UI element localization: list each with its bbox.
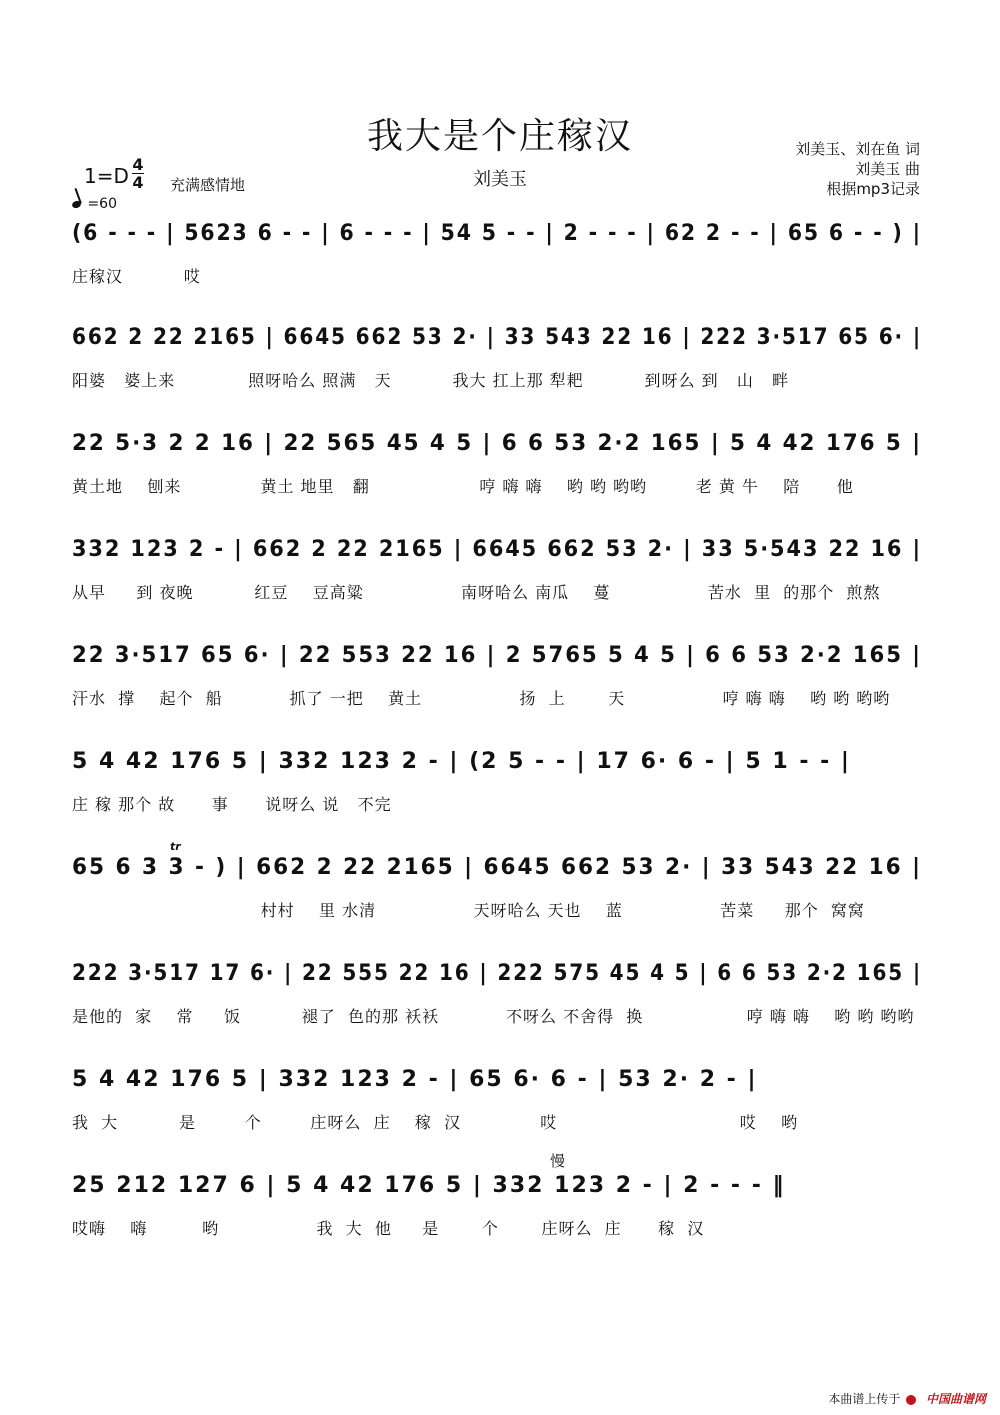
footer-prefix: 本曲谱上传于 (828, 1392, 901, 1406)
credit-lyricist: 刘美玉、刘在鱼 词 (795, 140, 920, 158)
footer (828, 1390, 986, 1407)
score-notes: 5 4 42 176 5 | 332 123 2 - | 65 6· 6 - | 53 2· 2 - | (72, 1067, 758, 1092)
score-line (72, 636, 928, 676)
score-notes: 332 123 2 - | 662 2 22 2165 | 6645 662 53 2· | 33 5·543 22 16 | (72, 537, 922, 562)
time-signature (132, 156, 144, 191)
site-logo-icon (906, 1395, 916, 1405)
singer-name: 刘美玉 (473, 169, 527, 190)
lyric-line: 哎嗨 嗨 哟 我 大 他 是 个 庄呀么 庄 稼 汉 (72, 1219, 705, 1238)
expression-mark: 充满感情地 (170, 176, 246, 194)
score-line (72, 214, 928, 254)
lyric-line: 黄土地 刨来 黄土 地里 翻 哼 嗨 嗨 哟 哟 哟哟 老 黄 牛 陪 他 (72, 477, 854, 496)
lyric-line: 是他的 家 常 饭 褪了 色的那 袄袄 不呀么 不舍得 换 哼 嗨 嗨 哟 哟 哟哟 (72, 1007, 915, 1026)
tempo-mark (72, 196, 117, 212)
score-notes: 5 4 42 176 5 | 332 123 2 - | (2 5 - - | 17 6· 6 - | 5 1 - - | (72, 749, 851, 774)
credit-source: 根据mp3记录 (826, 180, 920, 198)
key-signature: 1=D (84, 164, 129, 188)
score-notes: 22 3·517 65 6· | 22 553 22 16 | 2 5765 5 4 5 | 6 6 53 2·2 165 | (72, 643, 922, 668)
score-notes: 662 2 22 2165 | 6645 662 53 2· | 33 543 22 16 | 222 3·517 65 6· | (72, 325, 922, 350)
trill-mark: tr (170, 840, 181, 853)
lyric-line: 我 大 是 个 庄呀么 庄 稼 汉 哎 哎 哟 (72, 1113, 799, 1132)
lyric-line: 阳婆 婆上来 照呀哈么 照满 天 我大 扛上那 犁耙 到呀么 到 山 畔 (72, 371, 790, 390)
footer-brand: 中国曲谱网 (925, 1392, 986, 1406)
score-line (72, 530, 928, 570)
lyric-line: 庄 稼 那个 故 事 说呀么 说 不完 (72, 795, 392, 814)
score-notes: (6 - - - | 5623 6 - - | 6 - - - | 54 5 - - | 2 - - - | 62 2 - - | 65 6 - - ) | (72, 221, 922, 246)
lyric-line: 村村 里 水清 天呀哈么 天也 蓝 苦菜 那个 窝窝 (72, 901, 865, 920)
slow-mark: 慢 (550, 1152, 566, 1170)
score-line (72, 848, 928, 888)
score-line (72, 1060, 928, 1100)
time-bottom: 4 (132, 173, 144, 192)
lyric-line: 从早 到 夜晚 红豆 豆高粱 南呀哈么 南瓜 蔓 苦水 里 的那个 煎熬 (72, 583, 881, 602)
score-line (72, 954, 928, 994)
page-title: 我大是个庄稼汉 (366, 116, 633, 157)
score-notes: 25 212 127 6 | 5 4 42 176 5 | 332 123 2 - | 2 - - - ‖ (72, 1173, 786, 1198)
time-top: 4 (132, 155, 144, 174)
score-line (72, 424, 928, 464)
score-line (72, 1166, 928, 1206)
score-line (72, 318, 928, 358)
lyric-line: 庄稼汉 哎 (72, 267, 201, 286)
score-line (72, 742, 928, 782)
lyric-line: 汗水 撑 起个 船 抓了 一把 黄土 扬 上 天 哼 嗨 嗨 哟 哟 哟哟 (72, 689, 891, 708)
score-notes: 65 6 3 3 - ) | 662 2 22 2165 | 6645 662 53 2· | 33 543 22 16 | (72, 855, 922, 880)
quarter-note-icon (71, 200, 82, 210)
score-notes: 222 3·517 17 6· | 22 555 22 16 | 222 575 45 4 5 | 6 6 53 2·2 165 | (72, 961, 922, 986)
score-notes: 22 5·3 2 2 16 | 22 565 45 4 5 | 6 6 53 2·2 165 | 5 4 42 176 5 | (72, 431, 922, 456)
tempo-value: =60 (87, 196, 117, 212)
credit-composer: 刘美玉 曲 (855, 160, 920, 178)
